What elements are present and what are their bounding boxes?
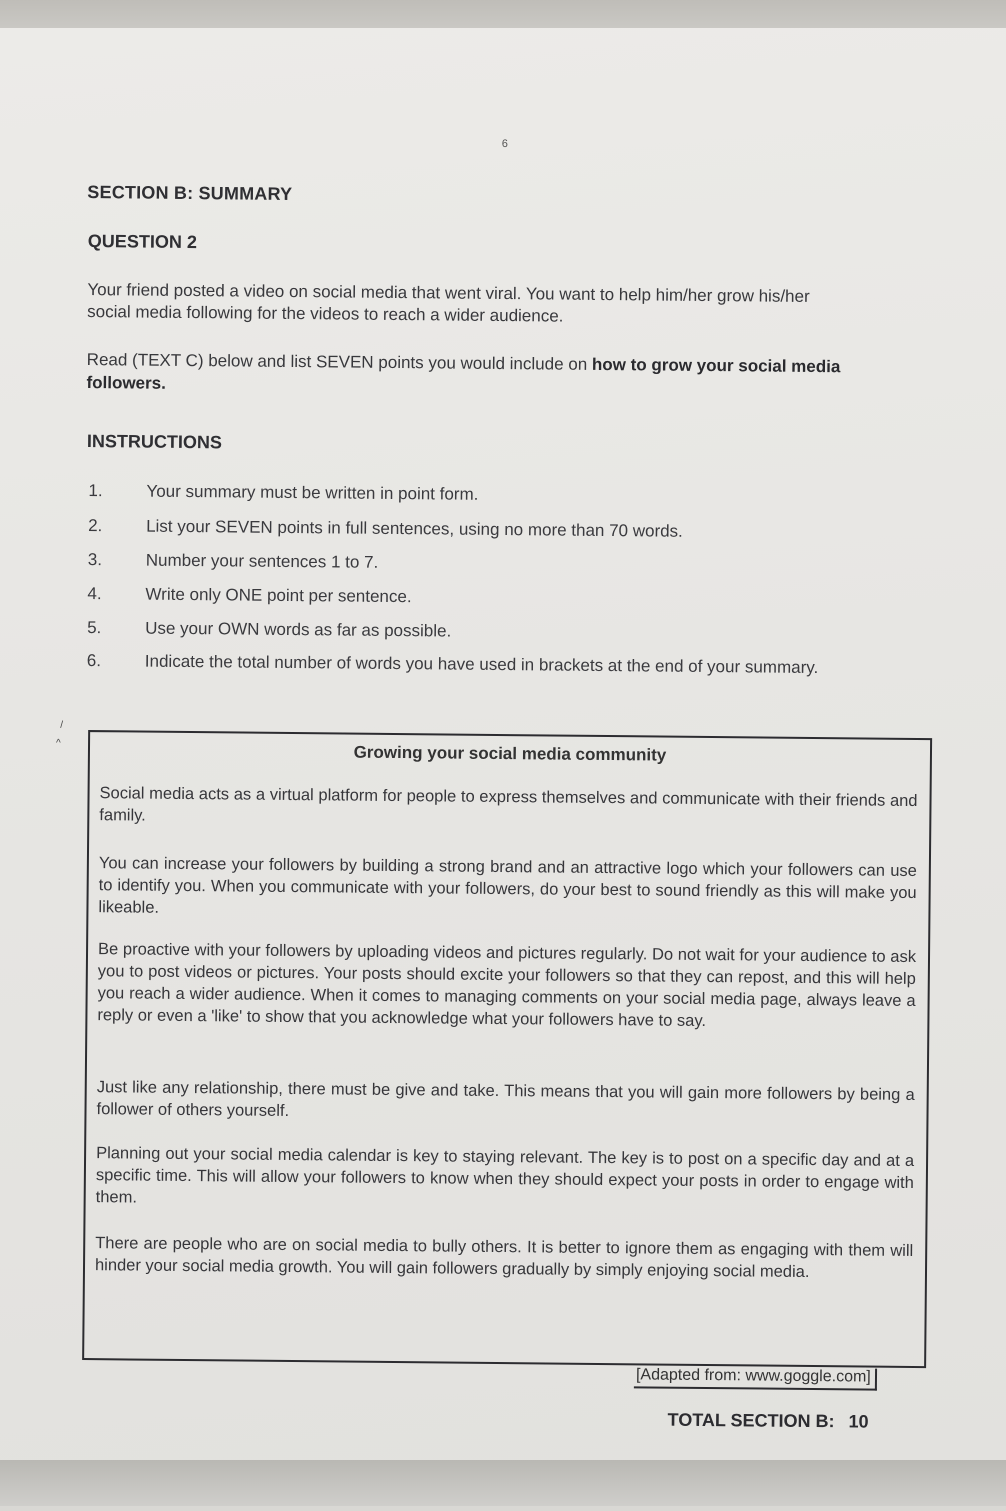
instruction-item — [87, 650, 867, 678]
instruction-item — [88, 515, 868, 543]
instruction-number: 1. — [88, 481, 103, 501]
instruction-item — [88, 480, 868, 508]
text-c-paragraph: Just like any relationship, there must be give and take. This means that you will gain more followers by being a follower of others yourself. — [96, 1078, 915, 1120]
total-label: TOTAL SECTION B: — [667, 1409, 835, 1432]
text-c-paragraph: Social media acts as a virtual platform for people to express themselves and communicate with their friends and family. — [99, 784, 918, 825]
instruction-text: List your SEVEN points in full sentences, using no more than 70 words. — [146, 516, 683, 541]
pen-mark: / — [60, 719, 64, 731]
instructions-heading: INSTRUCTIONS — [86, 431, 223, 453]
instruction-number: 2. — [88, 516, 103, 536]
text-c-box — [82, 730, 932, 1368]
instruction-text: Indicate the total number of words you have used in brackets at the end of your summary. — [144, 651, 819, 678]
instruction-item — [88, 549, 868, 577]
text-c-paragraph: Be proactive with your followers by uploading videos and pictures regularly. Do not wait for your audience to ask you to post videos or pictures. Your posts should excite your followers so that they can repost, and this will help you reach a wider audience. When it comes to managing comments on your social media page, always leave a reply or even a 'like' to show that you acknowledge what your followers have to say. — [97, 940, 917, 1030]
instructions-list — [87, 480, 869, 678]
source-citation: [Adapted from: www.goggle.com] — [634, 1366, 877, 1390]
instruction-number: 4. — [87, 584, 102, 604]
question-heading: QUESTION 2 — [87, 231, 197, 253]
text-c-paragraph: Planning out your social media calendar is key to staying relevant. The key is to post on a specific day and at a specific time. This will allow your followers to know when they should expect your posts in order to engage with them. — [95, 1144, 915, 1207]
instruction-text: Write only ONE point per sentence. — [145, 584, 412, 607]
section-heading: SECTION B: SUMMARY — [87, 182, 293, 204]
total-section-b — [667, 1410, 868, 1433]
instruction-item — [87, 583, 867, 611]
question-intro: Your friend posted a video on social media that went viral. You want to help him/her grow his/her social media following for the videos to reach a wider audience. — [87, 280, 810, 326]
text-c-paragraph: You can increase your followers by building a strong brand and an attractive logo which your followers can use to identify you. When you communicate with your followers, do your best to sound friendly as this will make you likeable. — [98, 854, 917, 917]
read-instruction-emphasis: how to grow your social media followers. — [86, 354, 841, 393]
instruction-text: Number your sentences 1 to 7. — [145, 550, 379, 572]
instruction-number: 3. — [87, 550, 103, 570]
instruction-text: Your summary must be written in point form. — [146, 481, 479, 504]
instruction-item — [87, 617, 867, 645]
text-c-paragraph: There are people who are on social media to bully others. It is better to ignore them as engaging with them will hinder your social media growth. You will gain followers gradually by simply enjoying social media. — [94, 1234, 914, 1281]
read-instruction-text: Read (TEXT C) below and list SEVEN points you would include on — [86, 350, 593, 374]
instruction-text: Use your OWN words as far as possible. — [145, 618, 452, 641]
text-c-title: Growing your social media community — [353, 742, 667, 765]
total-value: 10 — [848, 1411, 869, 1432]
instruction-number: 6. — [86, 651, 102, 671]
instruction-number: 5. — [87, 618, 102, 638]
pen-mark: ^ — [55, 737, 61, 749]
read-instruction — [86, 348, 866, 401]
page-number: 6 — [501, 137, 508, 151]
